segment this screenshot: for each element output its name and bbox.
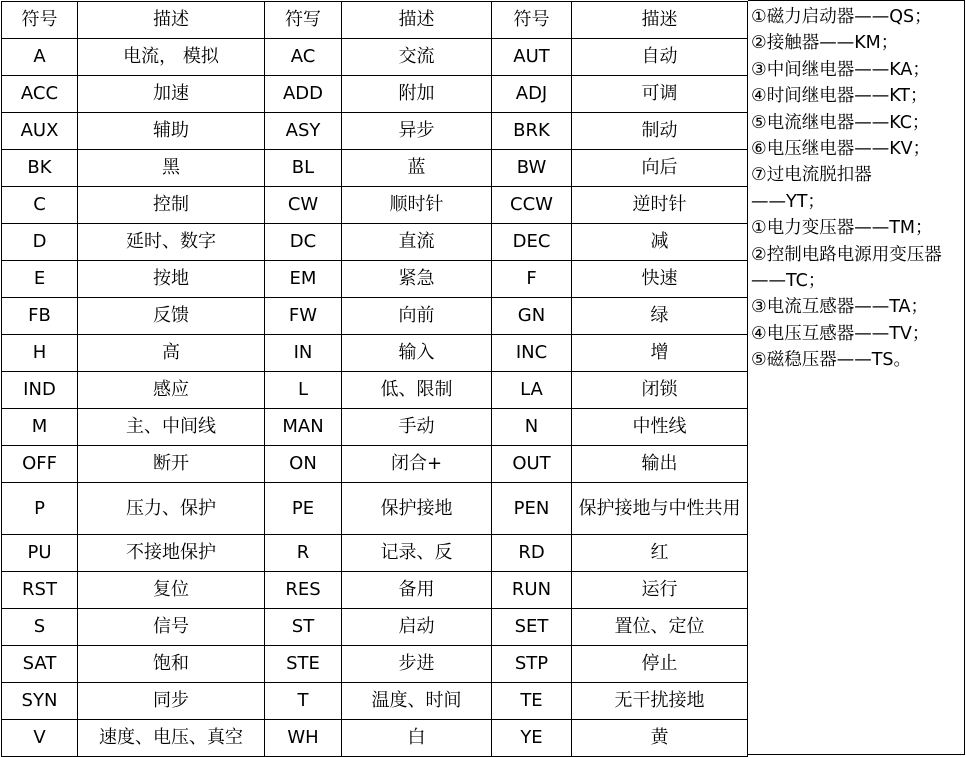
symbol-cell: OFF (2, 446, 78, 483)
description-cell: 白 (342, 720, 492, 757)
note-line: ②控制电路电源用变压器 (751, 244, 942, 265)
symbol-cell: L (265, 372, 342, 409)
table-row (2, 720, 748, 757)
note-line: ②接触器——KM； (751, 33, 899, 54)
note-line: ③电流互感器——TA； (751, 297, 928, 318)
symbol-cell: P (2, 483, 78, 535)
description-cell: 步进 (342, 646, 492, 683)
table-row (2, 483, 748, 535)
description-cell: 速度、电压、真空 (78, 720, 265, 757)
description-cell: 输出 (572, 446, 748, 483)
symbol-cell: SAT (2, 646, 78, 683)
symbol-cell: RES (265, 572, 342, 609)
description-cell: 蓝 (342, 150, 492, 187)
description-cell: 延时、数字 (78, 224, 265, 261)
description-cell: 手动 (342, 409, 492, 446)
header-symbol-2: 符写 (265, 2, 342, 39)
description-cell: 运行 (572, 572, 748, 609)
description-cell: 不接地保护 (78, 535, 265, 572)
symbol-cell: SET (492, 609, 572, 646)
symbol-cell: EM (265, 261, 342, 298)
description-cell: 饱和 (78, 646, 265, 683)
symbol-cell: ADD (265, 76, 342, 113)
table-row (2, 261, 748, 298)
header-description-1: 描述 (78, 2, 265, 39)
symbol-cell: V (2, 720, 78, 757)
note-line: ——YT； (751, 191, 825, 212)
description-cell: 压力、保护 (78, 483, 265, 535)
description-cell: 加速 (78, 76, 265, 113)
description-cell: 保护接地与中性共用 (572, 483, 748, 535)
symbol-cell: STE (265, 646, 342, 683)
symbol-cell: RD (492, 535, 572, 572)
symbol-cell: FB (2, 298, 78, 335)
symbol-cell: CW (265, 187, 342, 224)
table-body (2, 39, 748, 757)
symbol-cell: E (2, 261, 78, 298)
table-row (2, 150, 748, 187)
description-cell: 主、中间线 (78, 409, 265, 446)
symbol-cell: ACC (2, 76, 78, 113)
description-cell: 无干扰接地 (572, 683, 748, 720)
note-line: ⑤电流继电器——KC； (751, 112, 930, 133)
description-cell: 可调 (572, 76, 748, 113)
symbol-cell: AUT (492, 39, 572, 76)
symbol-cell: STP (492, 646, 572, 683)
description-cell: 逆时针 (572, 187, 748, 224)
description-cell: 闭锁 (572, 372, 748, 409)
description-cell: 温度、时间 (342, 683, 492, 720)
table-row (2, 224, 748, 261)
description-cell: 按地 (78, 261, 265, 298)
header-symbol-1: 符号 (2, 2, 78, 39)
description-cell: 制动 (572, 113, 748, 150)
note-line: ①电力变压器——TM； (751, 218, 933, 239)
table-row (2, 335, 748, 372)
description-cell: 保护接地 (342, 483, 492, 535)
note-line: ④电压互感器——TV； (751, 323, 930, 344)
symbol-cell: A (2, 39, 78, 76)
description-cell: 备用 (342, 572, 492, 609)
table-row (2, 646, 748, 683)
note-line: ①磁力启动器——QS； (751, 7, 932, 27)
symbol-cell: ADJ (492, 76, 572, 113)
header-symbol-3: 符号 (492, 2, 572, 39)
description-cell: 电流， 模拟 (78, 39, 265, 76)
description-cell: 直流 (342, 224, 492, 261)
table-row (2, 76, 748, 113)
description-cell: 置位、定位 (572, 609, 748, 646)
description-cell: 闭合+ (342, 446, 492, 483)
description-cell: 绿 (572, 298, 748, 335)
description-cell: 低、限制 (342, 372, 492, 409)
description-cell: 信号 (78, 609, 265, 646)
symbol-cell: WH (265, 720, 342, 757)
symbol-cell: R (265, 535, 342, 572)
description-cell: 向后 (572, 150, 748, 187)
note-line: ④时间继电器——KT； (751, 86, 928, 107)
description-cell: 高 (78, 335, 265, 372)
symbol-cell: TE (492, 683, 572, 720)
symbol-cell: MAN (265, 409, 342, 446)
note-line: ③中间继电器——KA； (751, 59, 930, 80)
description-cell: 反馈 (78, 298, 265, 335)
symbol-cell: IN (265, 335, 342, 372)
symbol-cell: S (2, 609, 78, 646)
description-cell: 增 (572, 335, 748, 372)
symbol-cell: ASY (265, 113, 342, 150)
description-cell: 启动 (342, 609, 492, 646)
symbol-cell: T (265, 683, 342, 720)
description-cell: 辅助 (78, 113, 265, 150)
symbol-cell: IND (2, 372, 78, 409)
symbol-cell: LA (492, 372, 572, 409)
description-cell: 紧急 (342, 261, 492, 298)
description-cell: 自动 (572, 39, 748, 76)
description-cell: 断开 (78, 446, 265, 483)
symbol-cell: PEN (492, 483, 572, 535)
description-cell: 红 (572, 535, 748, 572)
description-cell: 附加 (342, 76, 492, 113)
symbol-cell: GN (492, 298, 572, 335)
header-description-3: 描迷 (572, 2, 748, 39)
note-line: ——TC； (751, 271, 826, 292)
symbol-cell: OUT (492, 446, 572, 483)
symbol-cell: CCW (492, 187, 572, 224)
symbol-cell: AUX (2, 113, 78, 150)
table-row (2, 609, 748, 646)
description-cell: 输入 (342, 335, 492, 372)
symbol-cell: AC (265, 39, 342, 76)
description-cell: 感应 (78, 372, 265, 409)
symbol-cell: PU (2, 535, 78, 572)
table-row (2, 113, 748, 150)
table-row (2, 298, 748, 335)
symbol-cell: F (492, 261, 572, 298)
symbol-cell: INC (492, 335, 572, 372)
symbol-cell: DEC (492, 224, 572, 261)
description-cell: 控制 (78, 187, 265, 224)
table-row (2, 39, 748, 76)
table-row (2, 683, 748, 720)
table-row (2, 572, 748, 609)
symbol-cell: RUN (492, 572, 572, 609)
symbol-cell: BRK (492, 113, 572, 150)
symbol-cell: FW (265, 298, 342, 335)
table-row (2, 446, 748, 483)
symbol-cell: ST (265, 609, 342, 646)
symbol-cell: D (2, 224, 78, 261)
description-cell: 记录、反 (342, 535, 492, 572)
symbol-cell: RST (2, 572, 78, 609)
header-description-2: 描述 (342, 2, 492, 39)
table-row (2, 535, 748, 572)
symbol-cell: DC (265, 224, 342, 261)
note-line: ⑥电压继电器——KV； (751, 139, 931, 160)
description-cell: 黄 (572, 720, 748, 757)
description-cell: 交流 (342, 39, 492, 76)
symbol-cell: YE (492, 720, 572, 757)
table-header-row (2, 2, 748, 39)
symbol-cell: N (492, 409, 572, 446)
table-row (2, 409, 748, 446)
symbol-cell: C (2, 187, 78, 224)
symbol-table (1, 1, 748, 757)
symbol-cell: ON (265, 446, 342, 483)
note-line: ⑦过电流脱扣器 (751, 165, 872, 186)
description-cell: 快速 (572, 261, 748, 298)
notes-panel (748, 0, 965, 755)
symbol-cell: PE (265, 483, 342, 535)
symbol-cell: SYN (2, 683, 78, 720)
description-cell: 减 (572, 224, 748, 261)
symbol-cell: BW (492, 150, 572, 187)
description-cell: 复位 (78, 572, 265, 609)
description-cell: 异步 (342, 113, 492, 150)
note-line: ⑤磁稳压器——TS。 (751, 350, 911, 371)
symbol-cell: H (2, 335, 78, 372)
symbol-cell: M (2, 409, 78, 446)
symbol-cell: BL (265, 150, 342, 187)
table-row (2, 372, 748, 409)
description-cell: 顺时针 (342, 187, 492, 224)
table-row (2, 187, 748, 224)
description-cell: 中性线 (572, 409, 748, 446)
description-cell: 黑 (78, 150, 265, 187)
description-cell: 停止 (572, 646, 748, 683)
description-cell: 向前 (342, 298, 492, 335)
symbol-cell: BK (2, 150, 78, 187)
description-cell: 同步 (78, 683, 265, 720)
